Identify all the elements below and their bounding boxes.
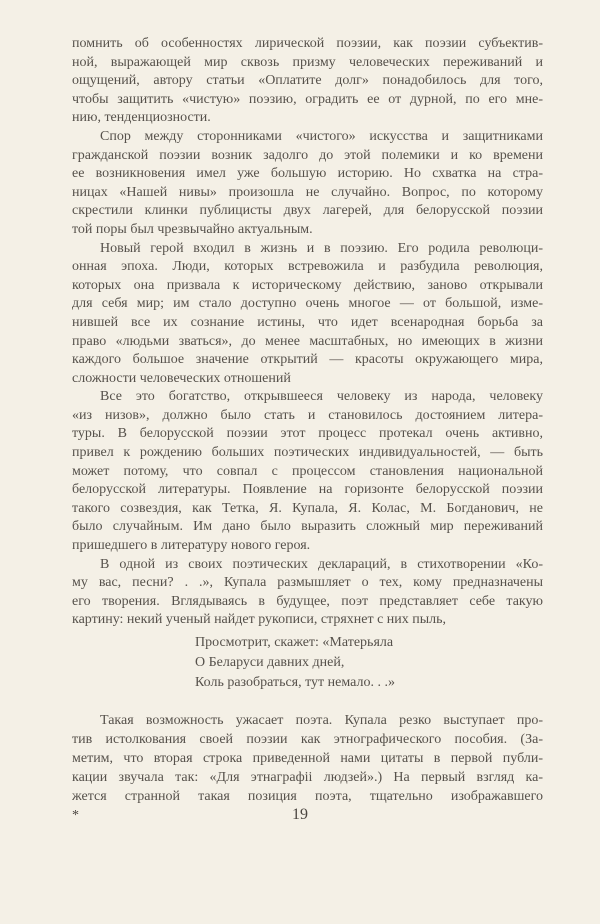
verse-quote	[195, 633, 395, 693]
text-line: помнить об особенностях лирической поэзии, как поэзии субъектив-	[72, 36, 543, 51]
text-line: гражданской поэзии возник задолго до этой полемики и ко времени	[72, 147, 543, 163]
text-line: туры. В белорусской поэзии этот процесс протекал очень активно,	[72, 426, 543, 442]
text-line: «из низов», должно было стать и становилось достоянием литера-	[72, 407, 543, 423]
text-line: для себя мир; им стало доступно очень многое — от большой, изме-	[72, 296, 543, 312]
text-line: может потому, что совпал с процессом становления национальной	[72, 463, 543, 479]
text-line: Такая возможность ужасает поэта. Купала резко выступает про-	[100, 713, 543, 728]
paragraph	[72, 388, 543, 555]
text-line: метим, что вторая строка приведенной нами цитаты в первой публи-	[72, 751, 543, 766]
verse-line: Просмотрит, скажет: «Матерьяла	[195, 635, 394, 650]
text-line: такого созвездия, как Тетка, Я. Купала, Я. Колас, М. Богданович, не	[72, 500, 543, 516]
text-line: сложности человеческих отношений	[72, 370, 291, 386]
text-line: Все это богатство, открывшееся человеку из народа, человеку	[100, 389, 543, 405]
text-line: картину: некий ученый найдет рукописи, стряхнет с них пыль,	[72, 612, 447, 628]
text-line: му вас, песни? . .», Купала размышляет о тех, кому предназначены	[72, 575, 543, 591]
text-line: ее возникновения имел уже большую историю. Но схватка на стра-	[72, 166, 543, 182]
printer-mark: *	[72, 808, 79, 823]
text-line: право «людьми зваться», до менее масштабных, но имеющих в жизни	[72, 333, 543, 349]
text-line: которых она призвала к историческому действию, заново открывали	[72, 277, 543, 293]
text-line: было случайным. Им дано было выразить сложный мир переживаний	[72, 519, 543, 535]
text-line: онная эпоха. Люди, которых встревожила и разбудила революция,	[72, 259, 543, 275]
paragraph	[72, 711, 543, 806]
verse-line: Коль разобраться, тут немало. . .»	[195, 675, 395, 690]
paragraph	[72, 128, 543, 240]
text-line: кации звучала так: «Для этнаграфіі людзей».) На первый взгляд ка-	[72, 770, 543, 785]
text-line: привел к рождению больших поэтических индивидуальностей, — быть	[72, 445, 543, 461]
main-text-bottom	[72, 711, 543, 806]
text-line: скрестили клинки публицисты двух лагерей, для белорусской поэзии	[72, 203, 543, 219]
text-line: нию, тенденциозности.	[72, 110, 211, 126]
text-line: жется странной такая позиция поэта, тщательно изображавшего	[72, 789, 543, 804]
page-number: 19	[292, 806, 308, 823]
text-line: нившей все их сознание истины, что идет всенародная борьба за	[72, 314, 543, 330]
text-line: той поры был чрезвычайно актуальным.	[72, 221, 313, 237]
text-line: тив истолкования своей поэзии как этнографического пособия. (За-	[72, 732, 543, 747]
text-line: пришедшего в литературу нового героя.	[72, 538, 311, 554]
text-line: Новый герой входил в жизнь и в поэзию. Его родила революци-	[100, 240, 543, 256]
paragraph	[72, 240, 543, 389]
text-line: белорусской литературы. Появление на горизонте белорусской поэзии	[72, 482, 543, 498]
paragraph	[72, 35, 543, 128]
text-line: ной, выражающей мир сквозь призму человеческих переживаний и	[72, 54, 543, 70]
text-line: ницах «Нашей нивы» произошла не случайно. Вопрос, по которому	[72, 184, 543, 200]
text-line: В одной из своих поэтических деклараций, в стихотворении «Ко-	[100, 556, 543, 572]
paragraph	[72, 556, 543, 630]
verse-line: О Беларуси давних дней,	[195, 655, 345, 670]
text-line: Спор между сторонниками «чистого» искусства и защитниками	[100, 128, 543, 144]
text-line: ощущений, автору статьи «Оплатите долг» понадобилось для того,	[72, 73, 543, 89]
text-line: чтобы защитить «чистую» поэзию, оградить ее от дурной, по его мне-	[72, 91, 543, 107]
text-line: его творения. Вглядываясь в будущее, поэт представляет себе такую	[72, 593, 543, 609]
text-line: каждого большое значение открытий — красоты окружающего мира,	[72, 352, 543, 368]
main-text-top	[72, 35, 543, 630]
